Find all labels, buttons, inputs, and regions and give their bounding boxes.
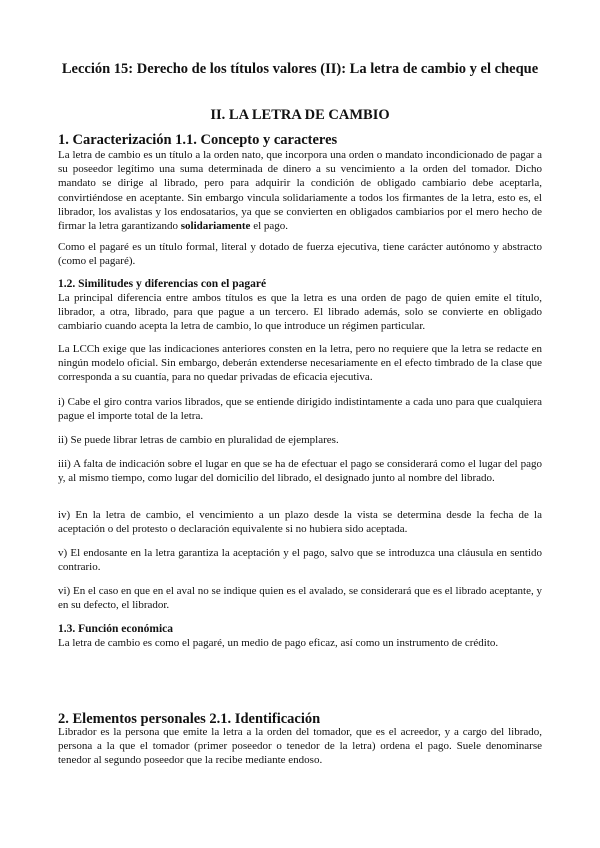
section-heading-1-3: 1.3. Función económica (58, 623, 173, 635)
section-heading-1-2: 1.2. Similitudes y diferencias con el pagaré (58, 278, 267, 290)
bold-term: solidariamente (180, 220, 251, 233)
list-item-v: v) El endosante en la letra garantiza la aceptación y el pago, salvo que se introduzca una cláusula en sentido contrario. (58, 547, 542, 574)
paragraph-diferencia: La principal diferencia entre ambos títulos es que la letra es una orden de pago de quien emite el título, librador, a otra, librado, para que pague a un tercero. El librado además, solo se convierte en obligado cambiario cuando acepta la letra de cambio, lo que introduce un régimen particular. (58, 292, 542, 333)
list-item-ii: ii) Se puede librar letras de cambio en pluralidad de ejemplares. (58, 434, 339, 446)
section-heading-1: 1. Caracterización 1.1. Concepto y caracteres (58, 132, 338, 148)
section-heading-2: 2. Elementos personales 2.1. Identificación (58, 711, 321, 727)
list-item-vi: vi) En el caso en que en el aval no se indique quien es el avalado, se considerará que es el librado aceptante, y en su defecto, el librador. (58, 585, 542, 612)
paragraph-lcch: La LCCh exige que las indicaciones anteriores consten en la letra, pero no requiere que la letra se redacte en ningún modelo oficial. Sin embargo, deberán extenderse necesariamente en el efecto timbrado de la clase que corresponda a su cuantía, para no quedar privadas de eficacia ejecutiva. (58, 343, 542, 384)
list-item-iii: iii) A falta de indicación sobre el lugar en que se ha de efectuar el pago se considerará como el lugar del pago y, al mismo tiempo, como lugar del domicilio del librado, el designado junto al nombre del librado. (58, 458, 542, 485)
list-item-i: i) Cabe el giro contra varios librados, que se entiende dirigido indistintamente a cada uno para que cualquiera pague el importe total de la letra. (58, 396, 542, 423)
paragraph-concepto (58, 148, 542, 233)
list-item-iv: iv) En la letra de cambio, el vencimiento a un plazo desde la vista se determina desde la fecha de la aceptación o del protesto o declaración equivalente si no hubiera sido aceptada. (58, 509, 542, 536)
document-title: Lección 15: Derecho de los títulos valores (II): La letra de cambio y el cheque (61, 61, 539, 77)
paragraph-caracter: Como el pagaré es un título formal, literal y dotado de fuerza ejecutiva, tiene carácter autónomo y abstracto (como el pagaré). (58, 241, 542, 268)
paragraph-text-end: el pago. (250, 220, 289, 233)
paragraph-funcion: La letra de cambio es como el pagaré, un medio de pago eficaz, así como un instrumento de crédito. (58, 637, 499, 649)
paragraph-text: La letra de cambio es un título a la orden nato, que incorpora una orden o mandato incondicionado de pagar a su poseedor legítimo una suma determinada de dinero a su vencimiento a la orden del tomador. Dicho mandato se dirige al librado, pero para adquirir la condición de obligado cambiario debe aceptarla, convirtiéndose en aceptante. Sin embargo vincula solidariamente a todos los firmantes de la letra, esto es, el librador, los avalistas y los endosatarios, ya que se convierten en obligados cambiarios por el mero hecho de firmar la letra garantizando (58, 149, 542, 233)
chapter-heading: II. LA LETRA DE CAMBIO (210, 107, 390, 123)
paragraph-elementos: Librador es la persona que emite la letra a la orden del tomador, que es el acreedor, y a cargo del librado, persona a la que el tomador (primer poseedor o tenedor de la letra) ordena el pago. Suele denominarse tenedor al segundo poseedor que la recibe mediante endoso. (58, 726, 542, 767)
